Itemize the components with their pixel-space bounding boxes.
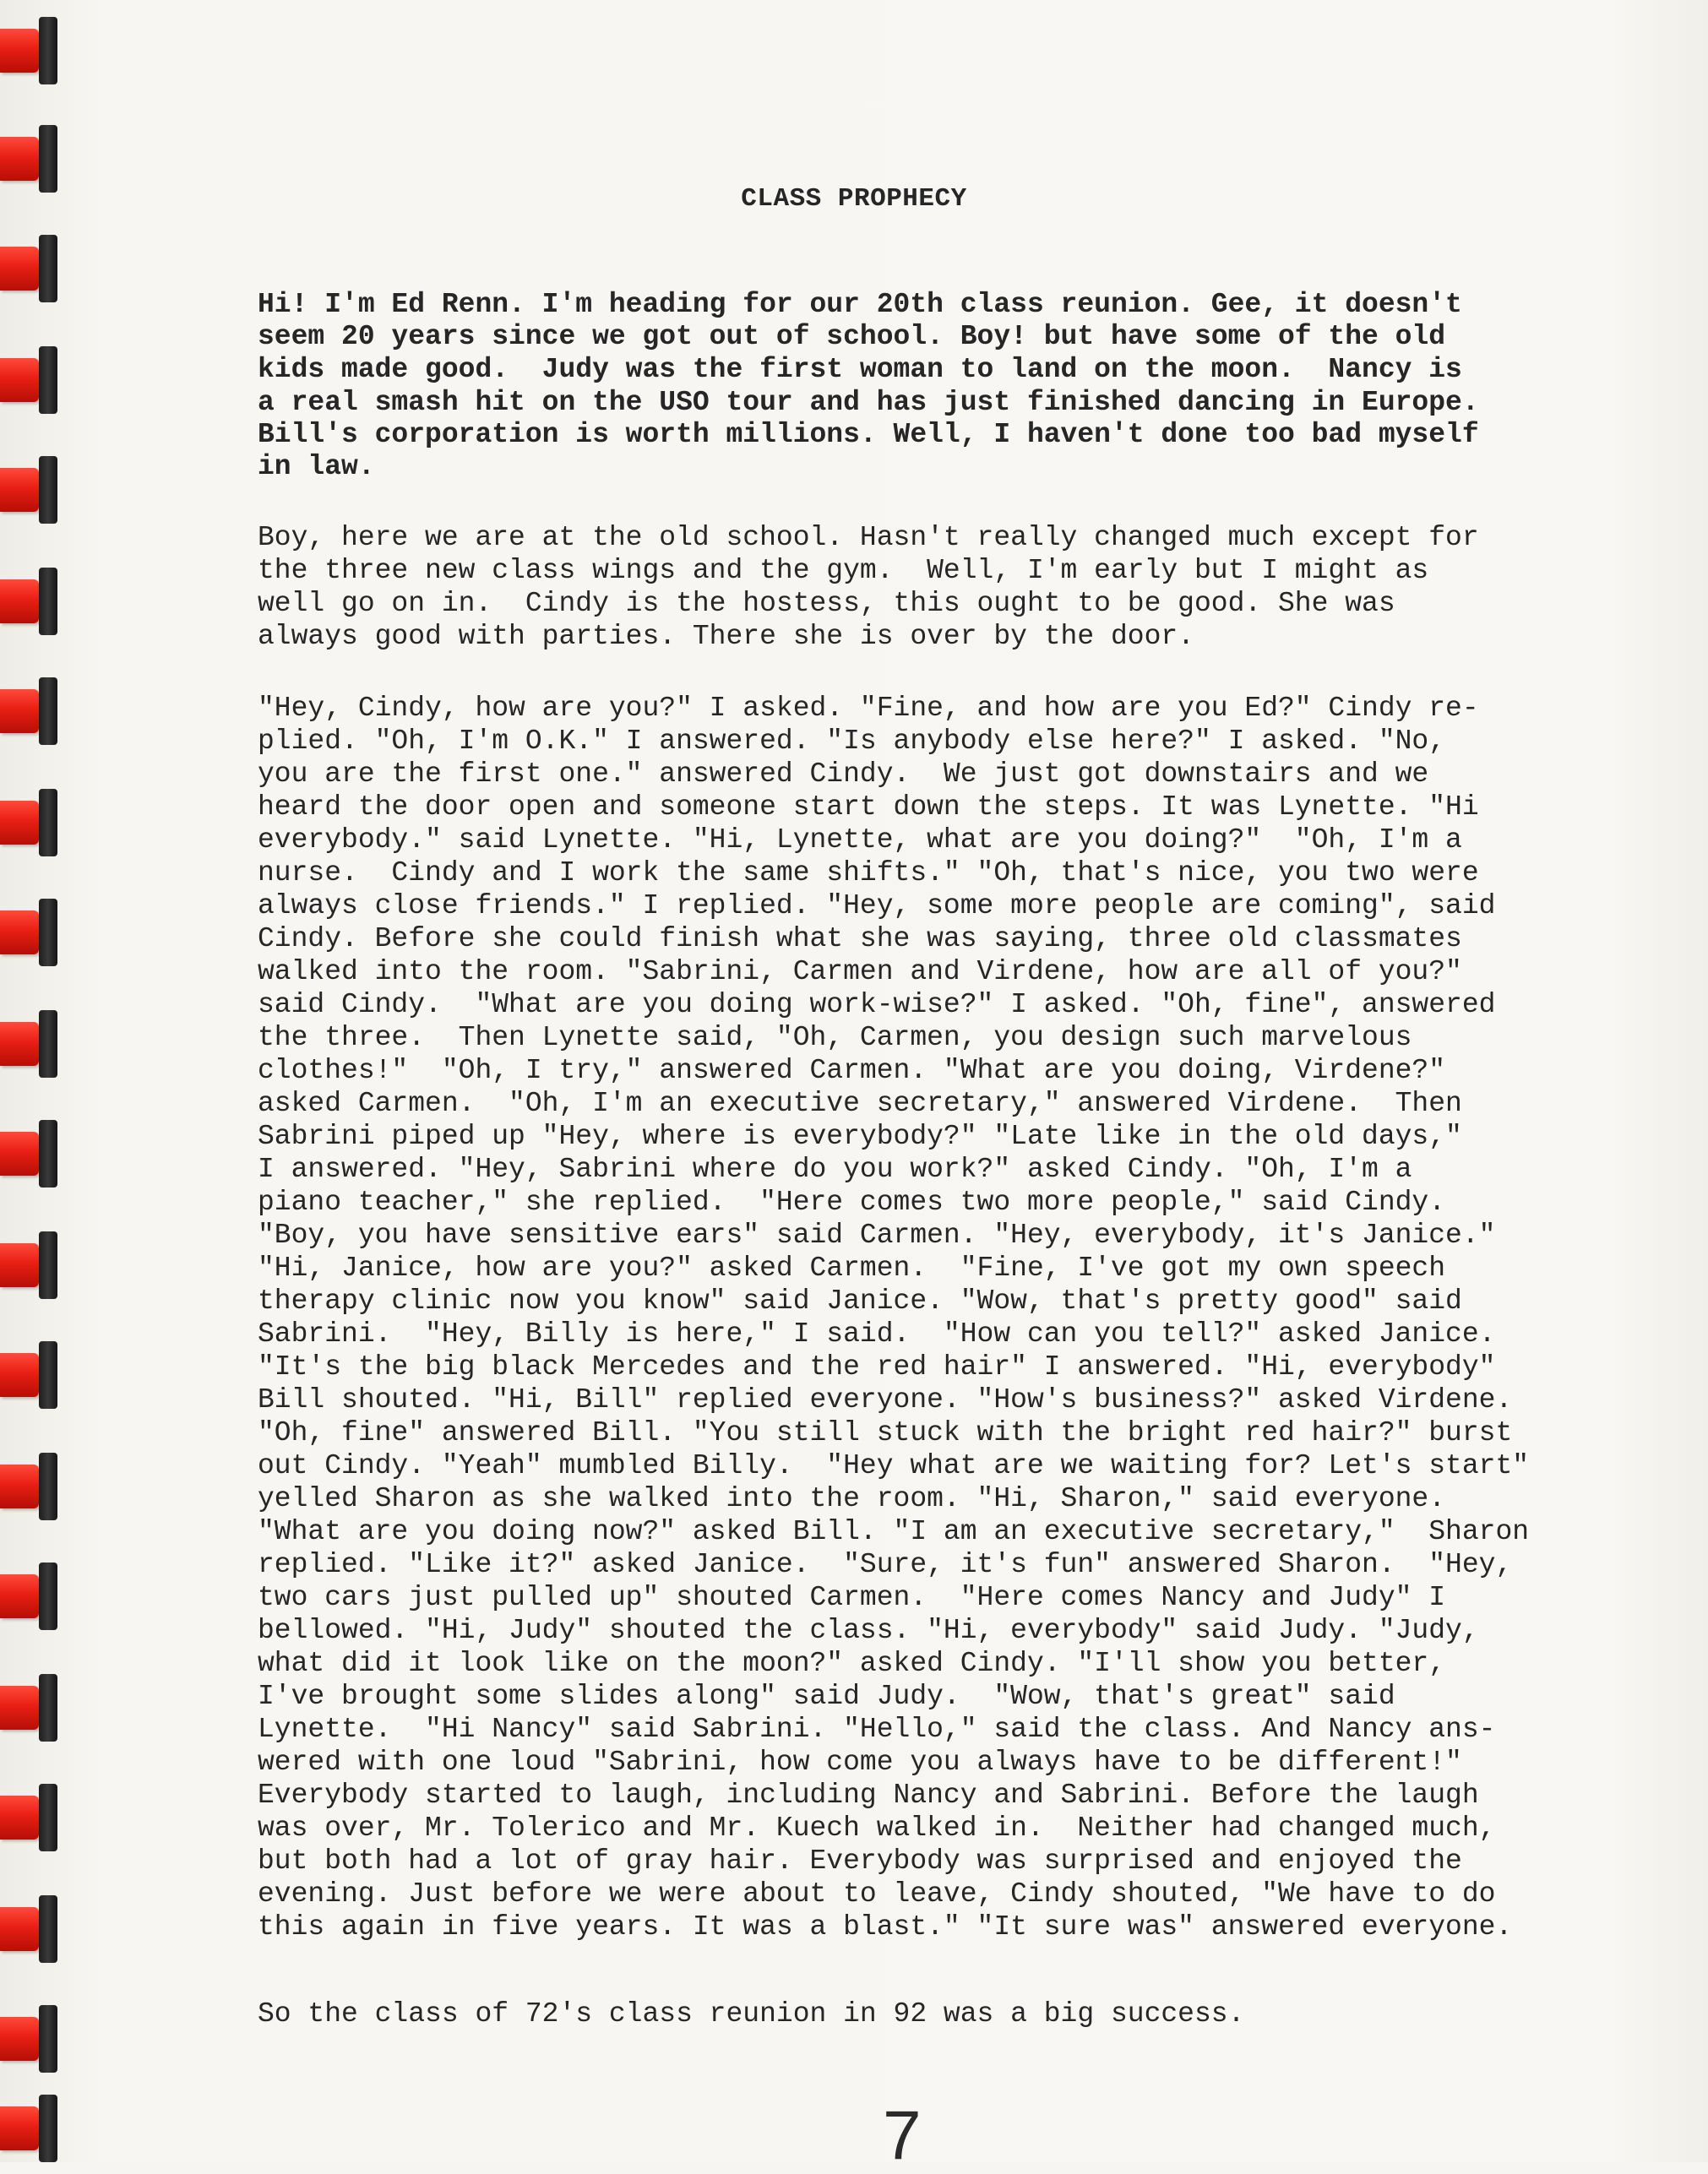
text-line: Hi! I'm Ed Renn. I'm heading for our 20th class reunion. Gee, it doesn't [258, 289, 1462, 320]
text-line: out Cindy. "Yeah" mumbled Billy. "Hey what are we waiting for? Let's start" [258, 1450, 1530, 1481]
text-line: but both had a lot of gray hair. Everybody was surprised and enjoyed the [258, 1845, 1462, 1877]
text-line: plied. "Oh, I'm O.K." I answered. "Is anybody else here?" I asked. "No, [258, 726, 1446, 757]
text-line: Bill's corporation is worth millions. Well, I haven't done too bad myself [258, 419, 1479, 450]
text-line: the three. Then Lynette said, "Oh, Carmen, you design such marvelous [258, 1022, 1412, 1053]
text-line: asked Carmen. "Oh, I'm an executive secretary," answered Virdene. Then [258, 1088, 1462, 1119]
text-line: Everybody started to laugh, including Nancy and Sabrini. Before the laugh [258, 1780, 1479, 1811]
text-line: what did it look like on the moon?" asked Cindy. "I'll show you better, [258, 1648, 1446, 1679]
text-line: bellowed. "Hi, Judy" shouted the class. "Hi, everybody" said Judy. "Judy, [258, 1615, 1479, 1646]
text-line: wered with one loud "Sabrini, how come you always have to be different!" [258, 1747, 1462, 1778]
text-line: Lynette. "Hi Nancy" said Sabrini. "Hello," said the class. And Nancy ans- [258, 1714, 1496, 1745]
text-line: Boy, here we are at the old school. Hasn't really changed much except for [258, 522, 1479, 553]
text-line: two cars just pulled up" shouted Carmen. "Here comes Nancy and Judy" I [258, 1582, 1446, 1613]
text-line: kids made good. Judy was the first woman to land on the moon. Nancy is [258, 354, 1462, 385]
text-line: clothes!" "Oh, I try," answered Carmen. "What are you doing, Virdene?" [258, 1055, 1446, 1086]
text-line: yelled Sharon as she walked into the room. "Hi, Sharon," said everyone. [258, 1483, 1446, 1514]
text-line: "What are you doing now?" asked Bill. "I am an executive secretary," Sharon [258, 1516, 1530, 1547]
text-line: Sabrini. "Hey, Billy is here," I said. "How can you tell?" asked Janice. [258, 1318, 1496, 1350]
text-line: replied. "Like it?" asked Janice. "Sure, it's fun" answered Sharon. "Hey, [258, 1549, 1513, 1580]
text-line: nurse. Cindy and I work the same shifts." "Oh, that's nice, you two were [258, 857, 1479, 889]
text-line: a real smash hit on the USO tour and has just finished dancing in Europe. [258, 387, 1479, 418]
text-line: was over, Mr. Tolerico and Mr. Kuech walked in. Neither had changed much, [258, 1813, 1496, 1844]
text-line: Bill shouted. "Hi, Bill" replied everyone. "How's business?" asked Virdene. [258, 1384, 1513, 1416]
text-line: in law. [258, 451, 375, 482]
text-line: walked into the room. "Sabrini, Carmen and Virdene, how are all of you?" [258, 956, 1462, 987]
text-line: well go on in. Cindy is the hostess, this ought to be good. She was [258, 588, 1395, 619]
page-number: 7 [883, 2097, 922, 2174]
text-line: "Hi, Janice, how are you?" asked Carmen. "Fine, I've got my own speech [258, 1253, 1446, 1284]
page-title: CLASS PROPHECY [741, 184, 967, 214]
text-line: "Boy, you have sensitive ears" said Carmen. "Hey, everybody, it's Janice." [258, 1220, 1496, 1251]
text-line: therapy clinic now you know" said Janice. "Wow, that's pretty good" said [258, 1285, 1462, 1317]
text-line: said Cindy. "What are you doing work-wise?" I asked. "Oh, fine", answered [258, 989, 1496, 1020]
text-line: evening. Just before we were about to leave, Cindy shouted, "We have to do [258, 1878, 1496, 1910]
text-line: always good with parties. There she is over by the door. [258, 621, 1194, 652]
text-line: Cindy. Before she could finish what she was saying, three old classmates [258, 923, 1462, 954]
text-line: piano teacher," she replied. "Here comes two more people," said Cindy. [258, 1187, 1446, 1218]
text-line: you are the first one." answered Cindy. We just got downstairs and we [258, 758, 1429, 790]
text-line: So the class of 72's class reunion in 92 was a big success. [258, 1998, 1245, 2030]
text-line: Sabrini piped up "Hey, where is everybody?" "Late like in the old days," [258, 1121, 1462, 1152]
text-line: the three new class wings and the gym. Well, I'm early but I might as [258, 555, 1429, 586]
text-line: "Oh, fine" answered Bill. "You still stuck with the bright red hair?" burst [258, 1417, 1513, 1448]
text-line: seem 20 years since we got out of school. Boy! but have some of the old [258, 321, 1446, 352]
text-line: heard the door open and someone start down the steps. It was Lynette. "Hi [258, 791, 1479, 823]
text-line: I answered. "Hey, Sabrini where do you work?" asked Cindy. "Oh, I'm a [258, 1154, 1412, 1185]
text-line: everybody." said Lynette. "Hi, Lynette, what are you doing?" "Oh, I'm a [258, 824, 1462, 856]
text-line: this again in five years. It was a blast." "It sure was" answered everyone. [258, 1911, 1513, 1943]
text-line: "Hey, Cindy, how are you?" I asked. "Fine, and how are you Ed?" Cindy re- [258, 693, 1479, 724]
text-line: always close friends." I replied. "Hey, some more people are coming", said [258, 890, 1496, 921]
text-line: I've brought some slides along" said Judy. "Wow, that's great" said [258, 1681, 1395, 1712]
text-line: "It's the big black Mercedes and the red hair" I answered. "Hi, everybody" [258, 1351, 1496, 1383]
